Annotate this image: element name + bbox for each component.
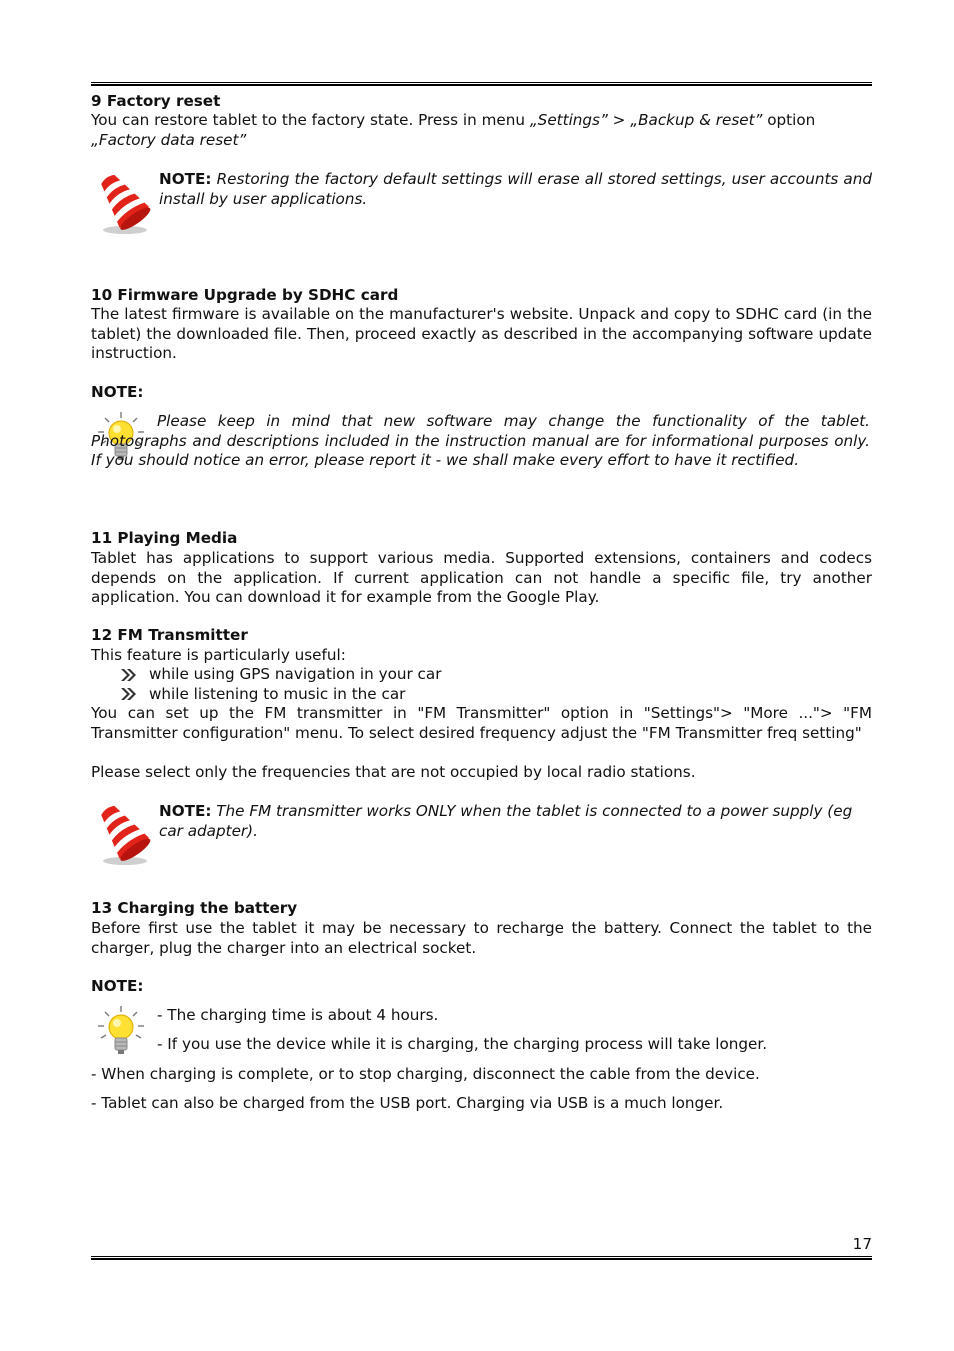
charging-note-label: NOTE: [91, 977, 144, 995]
firmware-note-text: Please keep in mind that new software may change the functionality of the tablet. Photographs and descriptions included in the instruction manual are for informational purposes only. If you should notice an error, please report it - we shall make every effort to have it rectified. [91, 412, 870, 470]
fm-intro: This feature is particularly useful: [91, 646, 346, 664]
fm-note: NOTE: The FM transmitter works ONLY when the tablet is connected to a power supply (eg car adapter). [159, 802, 853, 840]
firmware-note-label: NOTE: [91, 383, 144, 401]
lightbulb-icon [95, 1004, 147, 1064]
charging-note-item: - When charging is complete, or to stop charging, disconnect the cable from the device. [91, 1065, 760, 1083]
section-heading-fm: 12 FM Transmitter [91, 626, 248, 644]
section-heading-charging: 13 Charging the battery [91, 899, 298, 917]
charging-note-item: - Tablet can also be charged from the USB port. Charging via USB is a much longer. [91, 1094, 724, 1112]
factory-reset-note: NOTE: Restoring the factory default settings will erase all stored settings, user accounts and install by user applications. [159, 170, 872, 208]
fm-bullet-item: while using GPS navigation in your car [149, 665, 442, 683]
charging-note-item: - The charging time is about 4 hours. [157, 1006, 439, 1024]
page-number: 17 [852, 1235, 872, 1253]
section-heading-factory-reset: 9 Factory reset [91, 92, 221, 110]
charging-body: Before first use the tablet it may be necessary to recharge the battery. Connect the tablet to the charger, plug the charger into an electrical socket. [91, 919, 872, 957]
fm-body: You can set up the FM transmitter in "FM Transmitter" option in "Settings"> "More ..."> "FM Transmitter configuration" menu. To select desired frequency adjust the "FM Transmitter freq setting" [91, 704, 872, 742]
fm-bullet-item: while listening to music in the car [149, 685, 406, 703]
warning-bell-icon [93, 168, 157, 242]
section-heading-media: 11 Playing Media [91, 529, 238, 547]
header-rule [91, 82, 872, 86]
media-body: Tablet has applications to support various media. Supported extensions, containers and codecs depends on the application. If current application can not handle a specific file, try another application. You can download it for example from the Google Play. [91, 549, 872, 607]
firmware-body: The latest firmware is available on the manufacturer's website. Unpack and copy to SDHC card (in the tablet) the downloaded file. Then, proceed exactly as described in the accompanying software update instruction. [91, 305, 872, 363]
section-heading-firmware: 10 Firmware Upgrade by SDHC card [91, 286, 399, 304]
fm-body-2: Please select only the frequencies that are not occupied by local radio stations. [91, 763, 696, 781]
double-chevron-bullet-icon [120, 668, 138, 682]
warning-bell-icon [93, 799, 157, 873]
double-chevron-bullet-icon [120, 687, 138, 701]
charging-note-item: - If you use the device while it is charging, the charging process will take longer. [157, 1035, 768, 1053]
footer-rule [91, 1256, 872, 1260]
factory-reset-body: You can restore tablet to the factory state. Press in menu „Settings” > „Backup & reset” option „Factory data reset” [91, 111, 816, 149]
